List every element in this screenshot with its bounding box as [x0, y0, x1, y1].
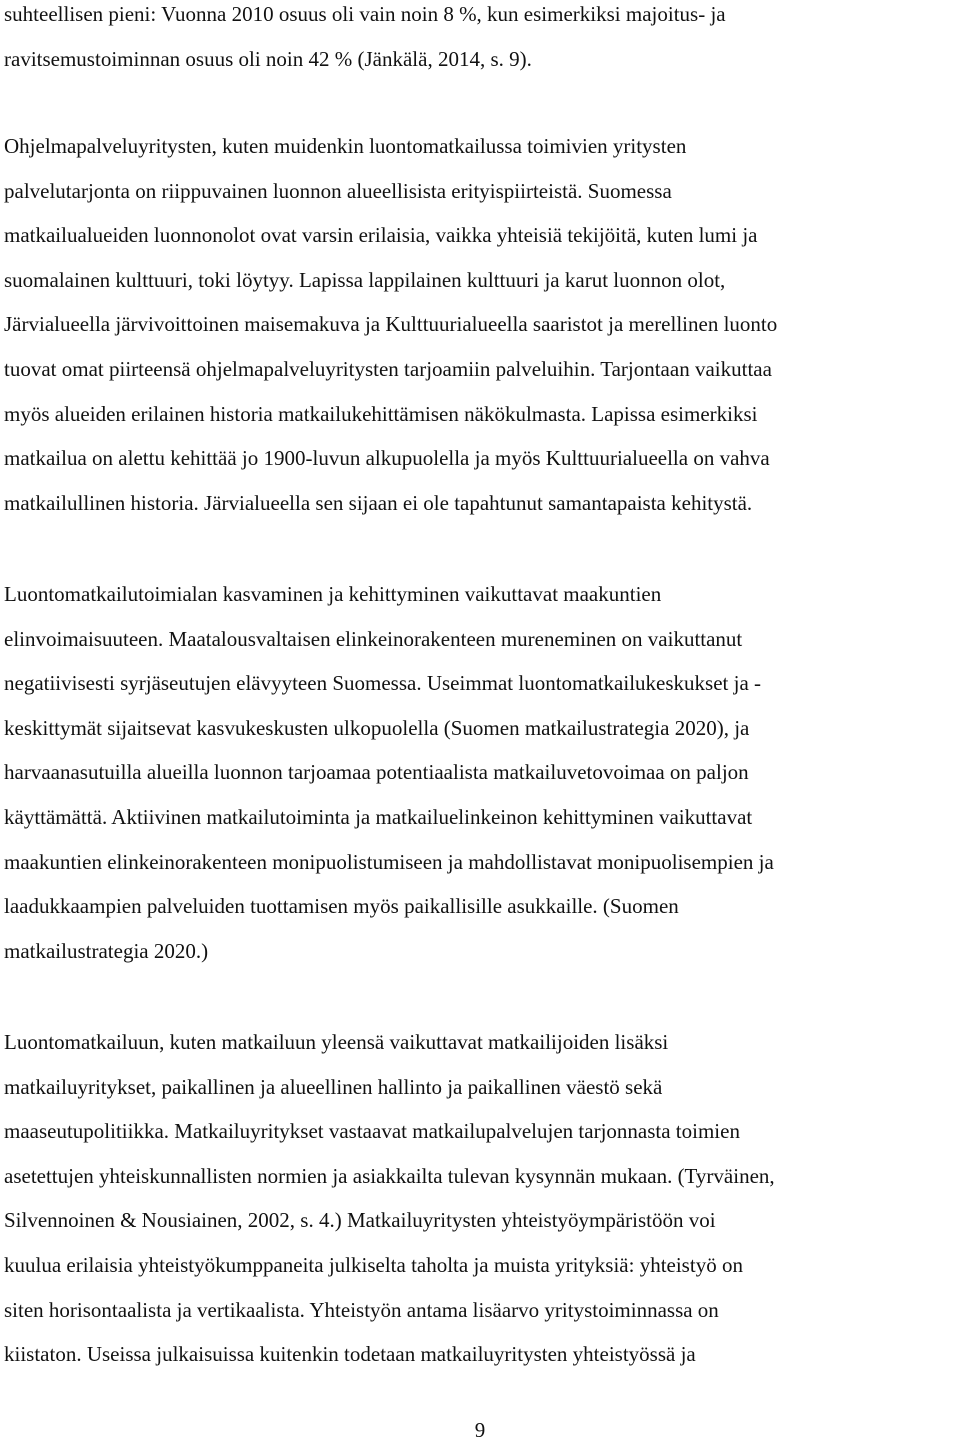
text-line: myös alueiden erilainen historia matkailukehittämisen näkökulmasta. Lapissa esimerkiksi [4, 401, 758, 426]
paragraph-1 [4, 0, 956, 81]
paragraph-3 [4, 572, 956, 973]
text-line: elinvoimaisuuteen. Maatalousvaltaisen elinkeinorakenteen mureneminen on vaikuttanut [4, 626, 743, 651]
text-line: suomalainen kulttuuri, toki löytyy. Lapissa lappilainen kulttuuri ja karut luonnon olot, [4, 267, 726, 292]
text-line: palvelutarjonta on riippuvainen luonnon alueellisista erityispiirteistä. Suomessa [4, 178, 672, 203]
text-line: kiistaton. Useissa julkaisuissa kuitenkin todetaan matkailuyritysten yhteistyössä ja [4, 1342, 696, 1367]
text-line: matkailustrategia 2020.) [4, 938, 209, 963]
text-line: kuulua erilaisia yhteistyökumppaneita julkiselta taholta ja muista yrityksiä: yhteistyö on [4, 1252, 743, 1277]
text-line: ravitsemustoiminnan osuus oli noin 42 % (Jänkälä, 2014, s. 9). [4, 46, 532, 71]
text-line: Luontomatkailuun, kuten matkailuun yleensä vaikuttavat matkailijoiden lisäksi [4, 1030, 669, 1054]
text-line: Luontomatkailutoimialan kasvaminen ja kehittyminen vaikuttavat maakuntien [4, 582, 662, 606]
text-line: käyttämättä. Aktiivinen matkailutoiminta ja matkailuelinkeinon kehittyminen vaikuttavat [4, 804, 753, 829]
paragraph-4 [4, 1020, 956, 1377]
text-line: matkailua on alettu kehittää jo 1900-luvun alkupuolella ja myös Kulttuurialueella on vahva [4, 446, 770, 471]
page-number: 9 [474, 1418, 486, 1442]
text-line: Järvialueella järvivoittoinen maisemakuva ja Kulttuurialueella saaristot ja merellinen luonto [4, 312, 778, 337]
text-line: matkailuyritykset, paikallinen ja alueellinen hallinto ja paikallinen väestö sekä [4, 1074, 663, 1099]
text-line: matkailullinen historia. Järvialueella sen sijaan ei ole tapahtunut samantapaista kehitystä. [4, 490, 753, 515]
text-line: harvaanasutuilla alueilla luonnon tarjoamaa potentiaalista matkailuvetovoimaa on paljon [4, 760, 749, 785]
text-line: keskittymät sijaitsevat kasvukeskusten ulkopuolella (Suomen matkailustrategia 2020), ja [4, 715, 750, 740]
text-line: negatiivisesti syrjäseutujen elävyyteen Suomessa. Useimmat luontomatkailukeskukset ja - [4, 671, 762, 696]
text-line: suhteellisen pieni: Vuonna 2010 osuus oli vain noin 8 %, kun esimerkiksi majoitus- ja [4, 2, 726, 26]
text-line: asetettujen yhteiskunnallisten normien ja asiakkailta tulevan kysynnän mukaan. (Tyrväinen, [4, 1163, 775, 1188]
paragraph-2 [4, 124, 956, 525]
text-line: laadukkaampien palveluiden tuottamisen myös paikallisille asukkaille. (Suomen [4, 894, 679, 919]
text-line: Ohjelmapalveluyritysten, kuten muidenkin luontomatkailussa toimivien yritysten [4, 134, 687, 158]
text-line: maakuntien elinkeinorakenteen monipuolistumiseen ja mahdollistavat monipuolisempien ja [4, 849, 774, 874]
text-line: matkailualueiden luonnonolot ovat varsin erilaisia, vaikka yhteisiä tekijöitä, kuten lumi ja [4, 223, 758, 248]
text-line: siten horisontaalista ja vertikaalista. Yhteistyön antama lisäarvo yritystoiminnassa on [4, 1297, 719, 1322]
text-line: tuovat omat piirteensä ohjelmapalveluyritysten tarjoamiin palveluihin. Tarjontaan vaikuttaa [4, 356, 772, 381]
text-line: maaseutupolitiikka. Matkailuyritykset vastaavat matkailupalvelujen tarjonnasta toimien [4, 1119, 740, 1144]
text-line: Silvennoinen & Nousiainen, 2002, s. 4.) Matkailuyritysten yhteistyöympäristöön voi [4, 1208, 716, 1233]
